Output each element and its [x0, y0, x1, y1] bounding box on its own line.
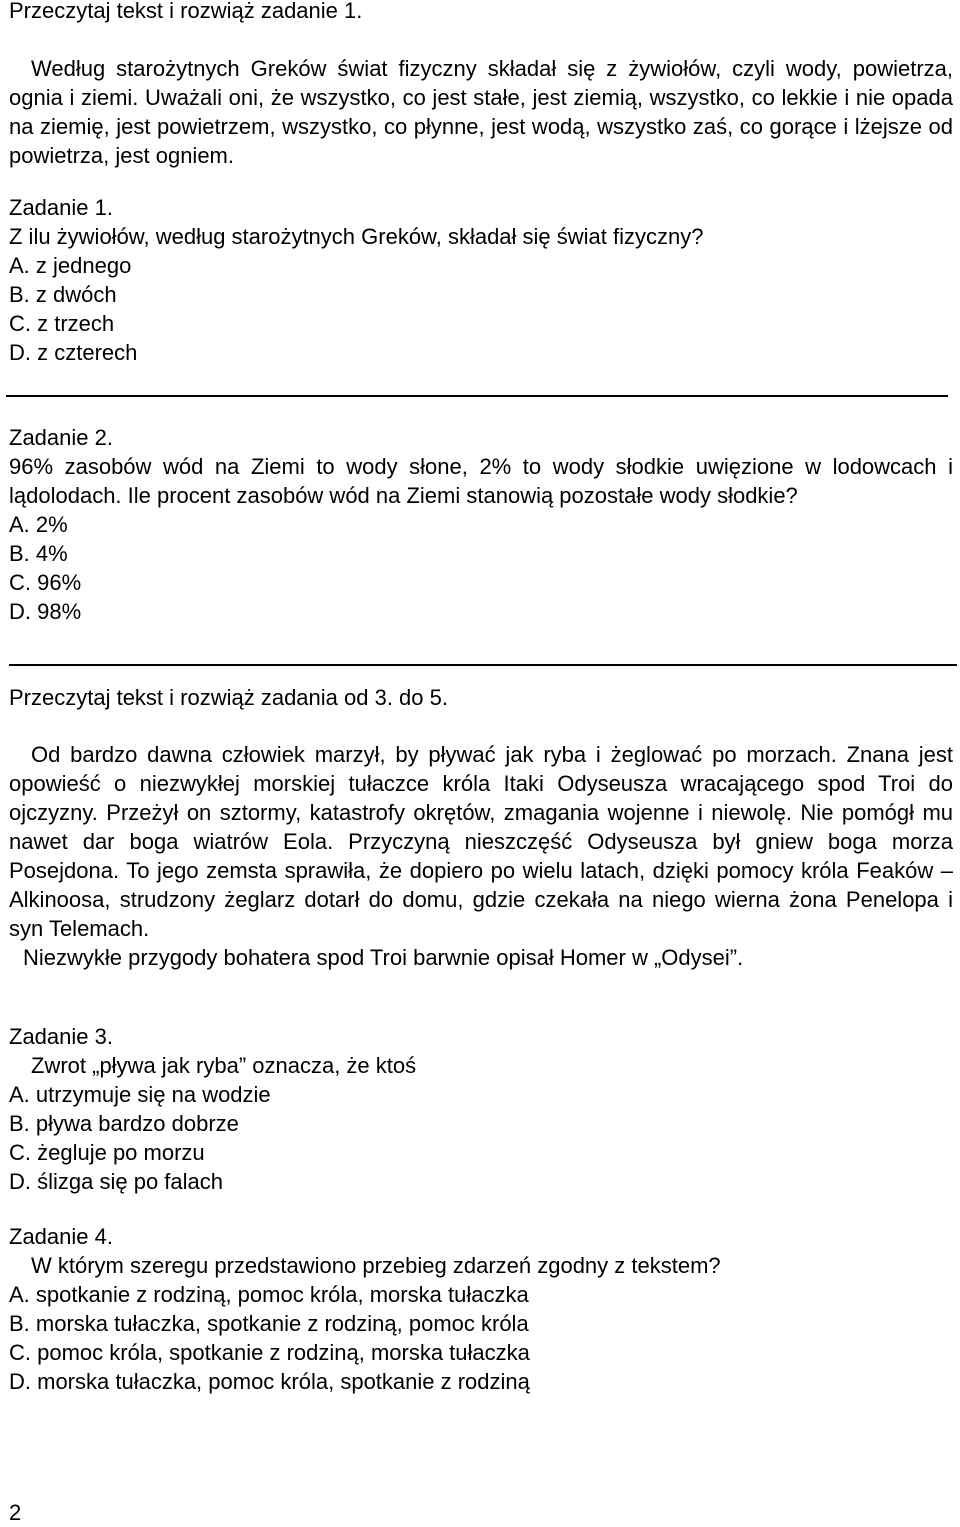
task1 — [9, 193, 953, 367]
task1-option-a[interactable]: A. z jednego — [9, 253, 132, 278]
task2-option-d[interactable]: D. 98% — [9, 599, 82, 624]
task2-option-c[interactable]: C. 96% — [9, 570, 82, 595]
task4 — [9, 1222, 953, 1396]
task3-option-b[interactable]: B. pływa bardzo dobrze — [9, 1111, 239, 1136]
task4-question: W którym szeregu przedstawiono przebieg zdarzeń zgodny z tekstem? — [31, 1253, 721, 1278]
task1-options — [9, 251, 953, 367]
page-number: 2 — [9, 1500, 22, 1525]
text2-instruction: Przeczytaj tekst i rozwiąż zadania od 3. do 5. — [9, 685, 448, 710]
text2-section — [9, 683, 953, 712]
task1-option-c[interactable]: C. z trzech — [9, 311, 115, 336]
text2-paragraph-block — [9, 740, 953, 972]
text2-paragraph: Od bardzo dawna człowiek marzył, by pływać jak ryba i żeglować po morzach. Znana jest opowieść o niezwykłej morskiej tułaczce króla Itaki Odyseusza wracającego spod Troi do ojczyzny. Przeżył on sztormy, katastrofy okrętów, zmagania wojenne i niewolę. Nie pomógł mu nawet dar boga wiatrów Eola. Przyczyną nieszczęść Odyseusza był gniew boga morza Posejdona. To jego zemsta sprawiła, że dopiero po wielu latach, dzięki pomocy króla Feaków – Alkinoosa, strudzony żeglarz dotarł do domu, gdzie czekała na niego wierna żona Penelopa i syn Telemach. — [9, 742, 953, 941]
task2-options — [9, 510, 953, 626]
task3-question: Zwrot „pływa jak ryba” oznacza, że ktoś — [31, 1053, 417, 1078]
task2-option-b[interactable]: B. 4% — [9, 541, 68, 566]
task4-option-c[interactable]: C. pomoc króla, spotkanie z rodziną, morska tułaczka — [9, 1340, 530, 1365]
task4-option-d[interactable]: D. morska tułaczka, pomoc króla, spotkanie z rodziną — [9, 1369, 530, 1394]
text2-closing: Niezwykłe przygody bohatera spod Troi barwnie opisał Homer w „Odysei”. — [23, 945, 744, 970]
task4-option-b[interactable]: B. morska tułaczka, spotkanie z rodziną, pomoc króla — [9, 1311, 529, 1336]
task3 — [9, 1022, 953, 1196]
task3-option-c[interactable]: C. żegluje po morzu — [9, 1140, 205, 1165]
task2-title: Zadanie 2. — [9, 425, 113, 450]
task2-question: 96% zasobów wód na Ziemi to wody słone, 2% to wody słodkie uwięzione w lodowcach i lądolodach. Ile procent zasobów wód na Ziemi stanowią pozostałe wody słodkie? — [9, 454, 953, 508]
task3-option-a[interactable]: A. utrzymuje się na wodzie — [9, 1082, 271, 1107]
task3-option-d[interactable]: D. ślizga się po falach — [9, 1169, 223, 1194]
text1-paragraph-block — [9, 54, 953, 170]
divider-1 — [6, 395, 948, 397]
task2-option-a[interactable]: A. 2% — [9, 512, 68, 537]
task1-option-d[interactable]: D. z czterech — [9, 340, 138, 365]
task4-options — [9, 1280, 953, 1396]
divider-2 — [9, 664, 957, 666]
task3-title: Zadanie 3. — [9, 1024, 113, 1049]
task4-option-a[interactable]: A. spotkanie z rodziną, pomoc króla, morska tułaczka — [9, 1282, 529, 1307]
task3-options — [9, 1080, 953, 1196]
text1-instruction: Przeczytaj tekst i rozwiąż zadanie 1. — [9, 0, 363, 23]
text1-paragraph: Według starożytnych Greków świat fizyczny składał się z żywiołów, czyli wody, powietrza, ognia i ziemi. Uważali oni, że wszystko, co jest stałe, jest ziemią, wszystko, co lekkie i nie opada na ziemię, jest powietrzem, wszystko, co płynne, jest wodą, wszystko zaś, co gorące i lżejsze od powietrza, jest ogniem. — [9, 56, 953, 168]
task1-question: Z ilu żywiołów, według starożytnych Greków, składał się świat fizyczny? — [9, 224, 704, 249]
task1-title: Zadanie 1. — [9, 195, 113, 220]
task2 — [9, 423, 953, 626]
text1-section — [9, 0, 953, 25]
task1-option-b[interactable]: B. z dwóch — [9, 282, 117, 307]
task4-title: Zadanie 4. — [9, 1224, 113, 1249]
